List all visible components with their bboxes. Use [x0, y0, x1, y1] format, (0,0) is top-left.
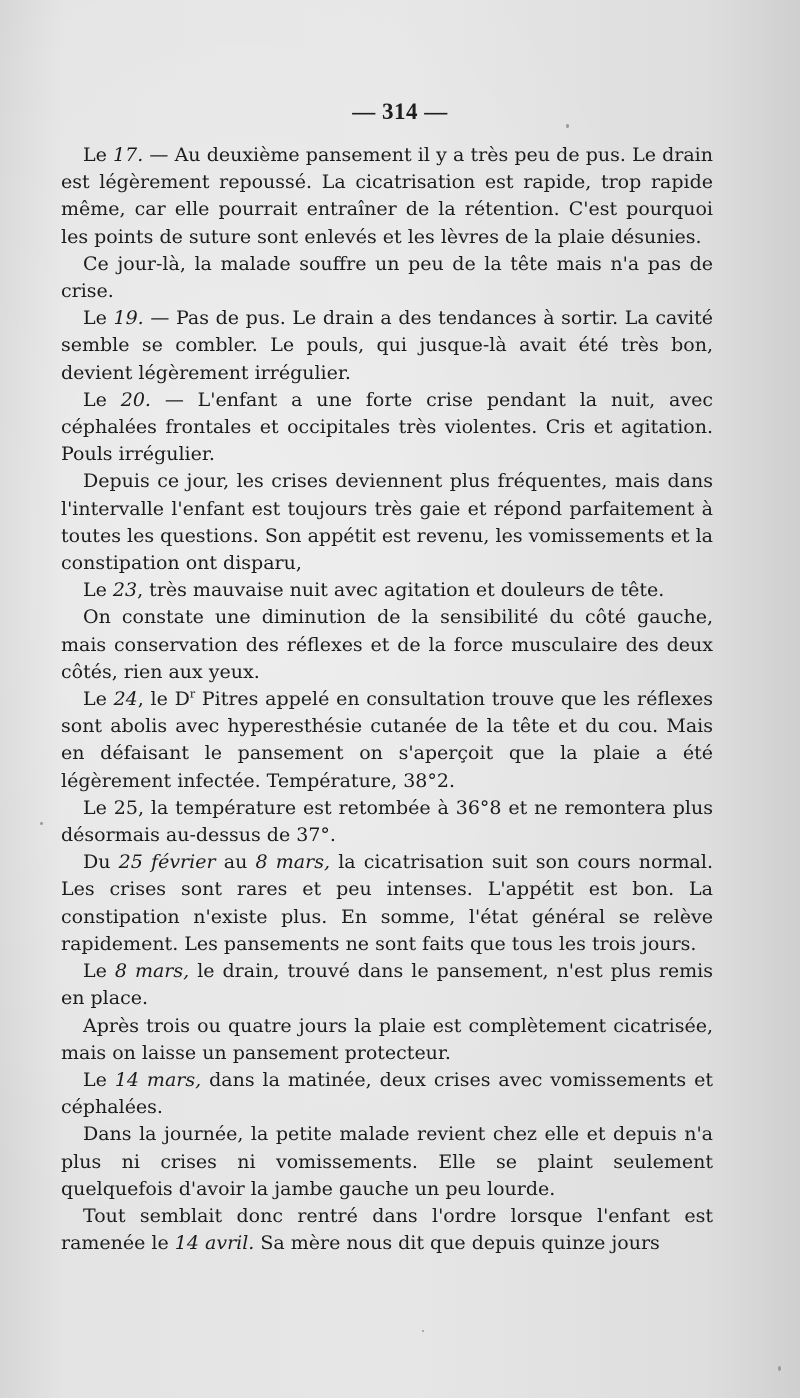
- paragraph-text: Après trois ou quatre jours la plaie est complètement cicatrisée, mais on laisse un pansement protecteur.: [61, 1014, 713, 1064]
- paragraph-24: [61, 686, 713, 795]
- paragraph-text: — Au deuxième pansement il y a très peu de pus. Le drain est légèrement repoussé. La cicatrisation est rapide, trop rapide même, car elle pourrait entraîner de la rétention. C'est pourquoi les points de suture sont enlevés et les lèvres de la plaie désunies.: [61, 144, 713, 248]
- paragraph-19: [61, 305, 713, 387]
- paragraph-14-avril: [61, 1203, 713, 1257]
- paragraph-text: le drain, trouvé dans le pansement, n'est plus remis en place.: [61, 960, 713, 1010]
- paragraph-17: [61, 142, 713, 251]
- lead-text: Le: [83, 388, 121, 411]
- paragraph-same-day: [61, 251, 713, 305]
- lead-text: Le: [83, 1068, 115, 1091]
- paper-speck: [40, 822, 43, 825]
- paragraph-text: , très mauvaise nuit avec agitation et douleurs de tête.: [137, 579, 665, 602]
- date-label: 17.: [113, 144, 144, 166]
- page-number: — 314 —: [352, 99, 448, 124]
- paragraph-since-then: [61, 468, 713, 577]
- body-text: [61, 142, 713, 1257]
- paragraph-text: Le 25, la température est retombée à 36°8 et ne remontera plus désormais au-dessus de 37°.: [61, 796, 713, 847]
- paper-speck: [566, 124, 569, 128]
- lead-text: Tout semblait donc rentré dans l'ordre lorsque l'enfant est ramenée le: [61, 1204, 713, 1255]
- paragraph-20: [61, 387, 713, 469]
- paragraph-home: [61, 1121, 713, 1203]
- date-label: 14 avril.: [174, 1232, 255, 1255]
- paragraph-text: — L'enfant a une forte crise pendant la nuit, avec céphalées frontales et occipitales très violentes. Cris et agitation. Pouls irrégulier.: [61, 388, 713, 466]
- paragraph-text: Ce jour-là, la malade souffre un peu de la tête mais n'a pas de crise.: [61, 252, 713, 303]
- paper-speck: [778, 1366, 781, 1371]
- paragraph-sensibility: [61, 604, 713, 686]
- paragraph-text: Depuis ce jour, les crises deviennent plus fréquentes, mais dans l'intervalle l'enfant est toujours très gaie et répond parfaitement à toutes les questions. Son appétit est revenu, les vomissements et la constipation ont disparu,: [61, 470, 713, 575]
- paragraph-25: [61, 795, 713, 849]
- paragraph-14-mars: [61, 1067, 713, 1121]
- date-label: 19.: [113, 307, 144, 330]
- paragraph-healed: [61, 1013, 713, 1067]
- lead-text: Du: [83, 851, 119, 874]
- mid-text: au: [215, 851, 256, 874]
- paragraph-text: Sa mère nous dit que depuis quinze jours: [254, 1232, 660, 1255]
- paragraph-text: dans la matinée, deux crises avec vomissements et céphalées.: [61, 1068, 714, 1119]
- date-label-end: 8 mars,: [255, 851, 330, 874]
- paragraph-25-fevrier: [61, 849, 713, 958]
- date-label: 20.: [120, 388, 151, 411]
- lead-text: Le: [83, 688, 114, 711]
- paragraph-8-mars: [61, 958, 713, 1012]
- doctor-superscript: r: [189, 687, 196, 701]
- paragraph-text-b: Pitres appelé en consultation trouve que les réflexes sont abolis avec hyperesthésie cutanée de la tête et du cou. Mais en défaisant le pansement on s'aperçoit que la plaie a été légèrement infectée. Température, 38°2.: [61, 688, 713, 792]
- date-label: 24: [113, 688, 138, 711]
- paragraph-text: la cicatrisation suit son cours normal. Les crises sont rares et peu intenses. L'appétit est bon. La constipation n'existe plus. En somme, l'état général se relève rapidement. Les pansements ne sont faits que tous les trois jours.: [61, 851, 713, 955]
- date-label: 23: [112, 579, 138, 602]
- date-label: 25 février: [118, 851, 216, 874]
- lead-text: Le: [83, 579, 113, 602]
- date-label: 14 mars,: [114, 1068, 202, 1091]
- paragraph-text: On constate une diminution de la sensibilité du côté gauche, mais conservation des réflexes et de la force musculaire des deux côtés, rien aux yeux.: [61, 606, 713, 683]
- paper-speck: [422, 1330, 424, 1332]
- lead-text: Le: [83, 960, 115, 983]
- paragraph-text-a: , le D: [137, 688, 190, 711]
- paragraph-text: — Pas de pus. Le drain a des tendances à sortir. La cavité semble se combler. Le pouls, qui jusque-là avait été très bon, devient légèrement irrégulier.: [61, 307, 713, 384]
- date-label: 8 mars,: [114, 960, 190, 983]
- paragraph-text: Dans la journée, la petite malade revient chez elle et depuis n'a plus ni crises ni vomissements. Elle se plaint seulement quelquefois d'avoir la jambe gauche un peu lourde.: [61, 1123, 713, 1200]
- lead-text: Le: [83, 144, 114, 166]
- paragraph-23: [61, 577, 713, 604]
- lead-text: Le: [83, 307, 114, 330]
